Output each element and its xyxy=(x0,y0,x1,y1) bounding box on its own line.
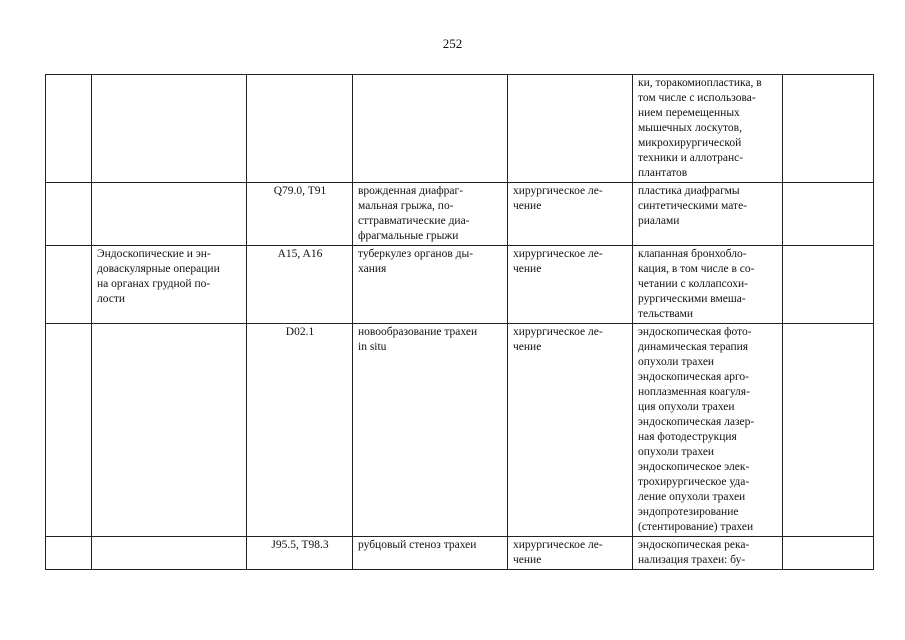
row-number-cell xyxy=(46,537,92,570)
treatment-method-cell: ки, торакомиопластика, в том числе с использова- нием перемещенных мышечных лоскутов, микрохирургической техники и аллотранс- плантатов xyxy=(633,75,783,183)
icd-code-cell: J95.5, T98.3 xyxy=(247,537,353,570)
table-row xyxy=(46,324,874,537)
row-number-cell xyxy=(46,183,92,246)
extra-cell xyxy=(783,246,874,324)
treatment-method-cell: эндоскопическая река- нализация трахеи: бу- xyxy=(633,537,783,570)
condition-cell: рубцовый стеноз трахеи xyxy=(353,537,508,570)
row-number-cell xyxy=(46,324,92,537)
section-cell xyxy=(92,75,247,183)
condition-cell: туберкулез органов ды- хания xyxy=(353,246,508,324)
condition-cell xyxy=(353,75,508,183)
icd-code-cell: Q79.0, T91 xyxy=(247,183,353,246)
icd-code-cell: D02.1 xyxy=(247,324,353,537)
table-row xyxy=(46,183,874,246)
icd-code-cell: A15, A16 xyxy=(247,246,353,324)
condition-cell: врожденная диафраг- мальная грыжа, по- сттравматические диа- фрагмальные грыжи xyxy=(353,183,508,246)
icd-code-cell xyxy=(247,75,353,183)
treatment-type-cell: хирургическое ле- чение xyxy=(508,324,633,537)
treatment-method-cell: клапанная бронхобло- кация, в том числе в со- четании с коллапсохи- рургическими вмеша- тельствами xyxy=(633,246,783,324)
extra-cell xyxy=(783,537,874,570)
section-cell xyxy=(92,537,247,570)
row-number-cell xyxy=(46,75,92,183)
treatment-type-cell: хирургическое ле- чение xyxy=(508,246,633,324)
page-number: 252 xyxy=(442,36,463,51)
treatment-method-cell: пластика диафрагмы синтетическими мате- риалами xyxy=(633,183,783,246)
table-row xyxy=(46,75,874,183)
condition-cell: новообразование трахеи in situ xyxy=(353,324,508,537)
section-cell xyxy=(92,183,247,246)
section-cell: Эндоскопические и эн- доваскулярные операции на органах грудной по- лости xyxy=(92,246,247,324)
treatment-method-cell: эндоскопическая фото- динамическая терапия опухоли трахеи эндоскопическая арго- ноплазменная коагуля- ция опухоли трахеи эндоскопическая лазер- ная фотодеструкция опухоли трахеи эндоскопическое элек- трохирургическое уда- ление опухоли трахеи эндопротезирование (стентирование) трахеи xyxy=(633,324,783,537)
treatment-type-cell xyxy=(508,75,633,183)
table-row xyxy=(46,246,874,324)
extra-cell xyxy=(783,183,874,246)
treatment-type-cell: хирургическое ле- чение xyxy=(508,183,633,246)
section-cell xyxy=(92,324,247,537)
treatment-type-cell: хирургическое ле- чение xyxy=(508,537,633,570)
extra-cell xyxy=(783,75,874,183)
medical-care-table xyxy=(45,74,874,570)
table-row xyxy=(46,537,874,570)
row-number-cell xyxy=(46,246,92,324)
extra-cell xyxy=(783,324,874,537)
